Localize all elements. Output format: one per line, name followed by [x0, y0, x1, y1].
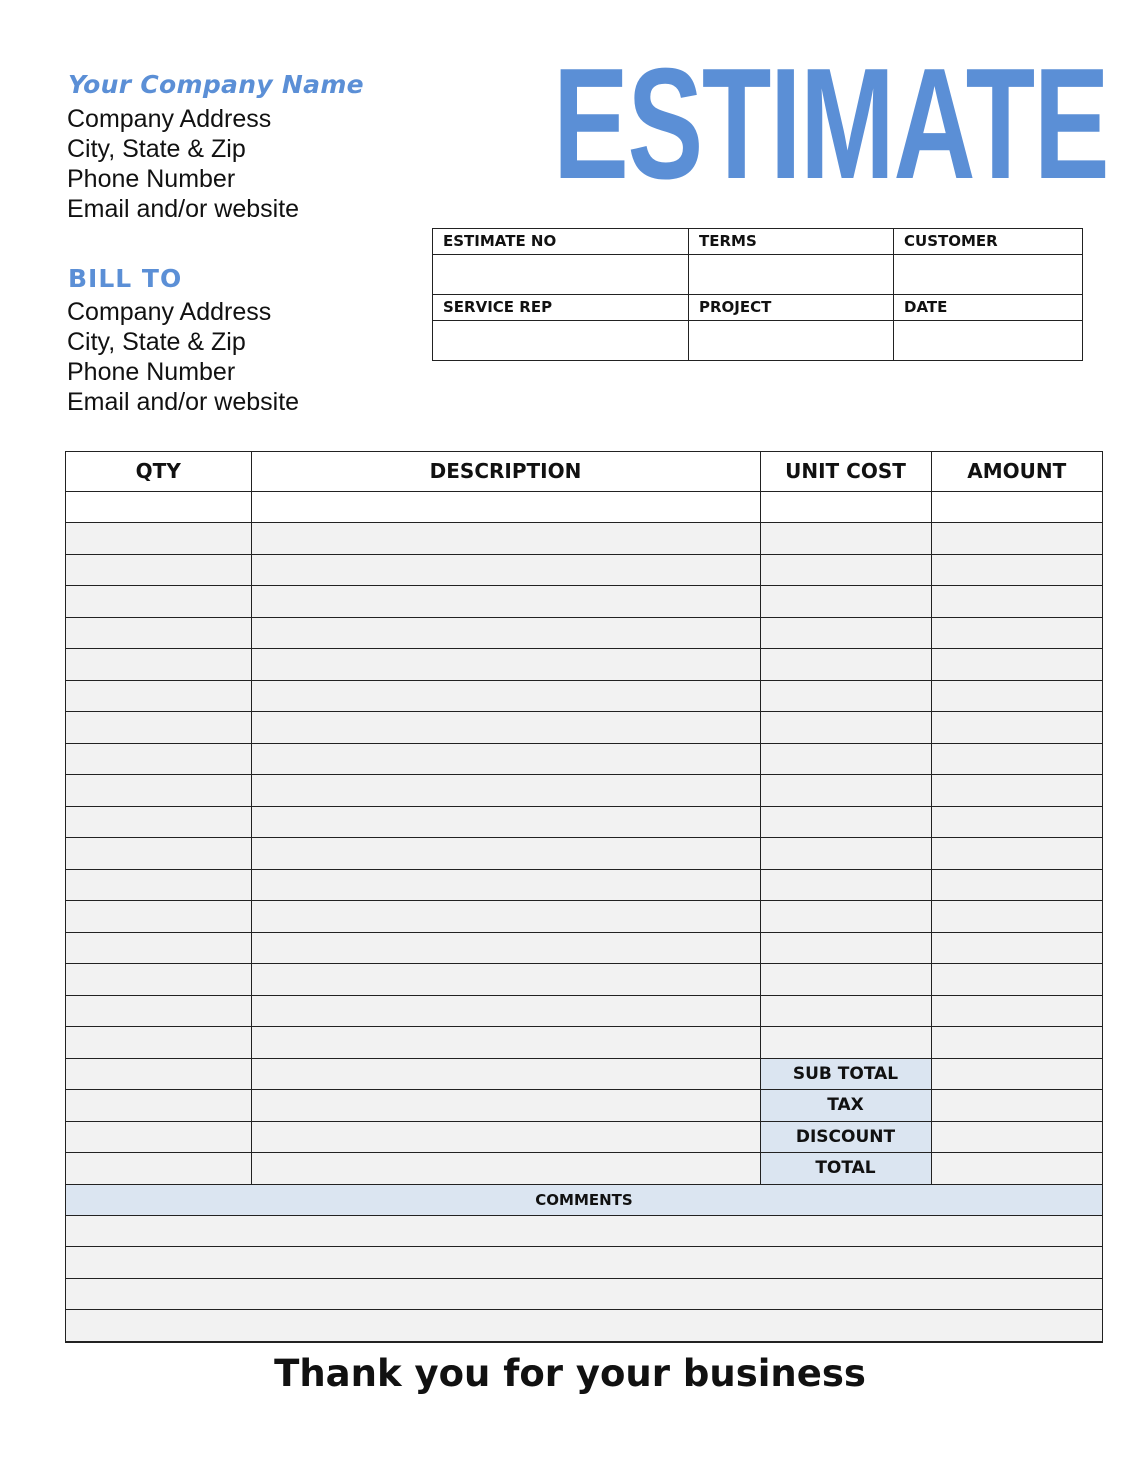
table-row [66, 901, 1102, 933]
description-cell[interactable] [251, 649, 760, 681]
discount-value[interactable] [931, 1121, 1102, 1153]
description-cell[interactable] [251, 1153, 760, 1185]
table-row [66, 775, 1102, 807]
service-rep-label: SERVICE REP [433, 295, 689, 321]
unit-cost-cell[interactable] [760, 869, 931, 901]
qty-cell[interactable] [66, 1058, 251, 1090]
description-cell[interactable] [251, 869, 760, 901]
discount-label: DISCOUNT [760, 1121, 931, 1153]
estimate-no-field[interactable] [433, 255, 689, 295]
company-city-state-zip: City, State & Zip [67, 135, 246, 163]
table-row [66, 523, 1102, 555]
terms-label: TERMS [689, 229, 894, 255]
amount-cell[interactable] [931, 995, 1102, 1027]
qty-cell[interactable] [66, 932, 251, 964]
unit-cost-cell[interactable] [760, 523, 931, 555]
description-cell[interactable] [251, 964, 760, 996]
amount-cell[interactable] [931, 1027, 1102, 1059]
qty-cell[interactable] [66, 491, 251, 523]
qty-cell[interactable] [66, 1121, 251, 1153]
qty-cell[interactable] [66, 617, 251, 649]
sub-total-label: SUB TOTAL [760, 1058, 931, 1090]
amount-cell[interactable] [931, 523, 1102, 555]
summary-row [66, 1121, 1102, 1153]
unit-cost-cell[interactable] [760, 491, 931, 523]
description-cell[interactable] [251, 1027, 760, 1059]
comments-heading: COMMENTS [66, 1184, 1102, 1215]
estimate-title: ESTIMATE [553, 36, 1109, 212]
amount-cell[interactable] [931, 554, 1102, 586]
company-address: Company Address [67, 105, 272, 133]
service-rep-field[interactable] [433, 321, 689, 360]
qty-cell[interactable] [66, 775, 251, 807]
description-cell[interactable] [251, 1058, 760, 1090]
qty-cell[interactable] [66, 995, 251, 1027]
unit-cost-header: UNIT COST [760, 452, 931, 491]
description-cell[interactable] [251, 491, 760, 523]
unit-cost-cell[interactable] [760, 838, 931, 870]
bill-to-address-block [67, 297, 299, 417]
description-cell[interactable] [251, 1121, 760, 1153]
customer-label: CUSTOMER [894, 229, 1082, 255]
description-cell[interactable] [251, 554, 760, 586]
amount-cell[interactable] [931, 775, 1102, 807]
terms-field[interactable] [689, 255, 894, 295]
qty-cell[interactable] [66, 649, 251, 681]
amount-cell[interactable] [931, 617, 1102, 649]
tax-label: TAX [760, 1090, 931, 1122]
description-cell[interactable] [251, 901, 760, 933]
unit-cost-cell[interactable] [760, 1027, 931, 1059]
comments-line [66, 1310, 1102, 1342]
unit-cost-cell[interactable] [760, 680, 931, 712]
unit-cost-cell[interactable] [760, 649, 931, 681]
unit-cost-cell[interactable] [760, 932, 931, 964]
amount-cell[interactable] [931, 712, 1102, 744]
qty-cell[interactable] [66, 743, 251, 775]
summary-row [66, 1058, 1102, 1090]
qty-cell[interactable] [66, 869, 251, 901]
estimate-info-grid [432, 228, 1083, 361]
qty-cell[interactable] [66, 523, 251, 555]
bill-to-address: Company Address [67, 298, 272, 326]
unit-cost-cell[interactable] [760, 554, 931, 586]
customer-field[interactable] [894, 255, 1082, 295]
total-value[interactable] [931, 1153, 1102, 1185]
table-row [66, 617, 1102, 649]
comments-field[interactable] [66, 1278, 1102, 1310]
amount-cell[interactable] [931, 932, 1102, 964]
description-cell[interactable] [251, 743, 760, 775]
table-row [66, 743, 1102, 775]
description-header: DESCRIPTION [251, 452, 760, 491]
sub-total-value[interactable] [931, 1058, 1102, 1090]
company-phone: Phone Number [67, 165, 236, 193]
thank-you-message: Thank you for your business [274, 1352, 866, 1395]
table-row [66, 964, 1102, 996]
line-items-table [65, 451, 1103, 1343]
table-row [66, 932, 1102, 964]
bill-to-email: Email and/or website [67, 388, 300, 416]
table-row [66, 806, 1102, 838]
amount-header: AMOUNT [931, 452, 1102, 491]
company-email: Email and/or website [67, 195, 300, 223]
unit-cost-cell[interactable] [760, 995, 931, 1027]
amount-cell[interactable] [931, 964, 1102, 996]
table-row [66, 1027, 1102, 1059]
project-label: PROJECT [689, 295, 894, 321]
description-cell[interactable] [251, 617, 760, 649]
comments-header-row [66, 1184, 1102, 1215]
unit-cost-cell[interactable] [760, 712, 931, 744]
description-cell[interactable] [251, 523, 760, 555]
qty-cell[interactable] [66, 964, 251, 996]
unit-cost-cell[interactable] [760, 901, 931, 933]
comments-line [66, 1215, 1102, 1247]
comments-field[interactable] [66, 1247, 1102, 1279]
description-cell[interactable] [251, 932, 760, 964]
unit-cost-cell[interactable] [760, 806, 931, 838]
bill-to-city-state-zip: City, State & Zip [67, 328, 246, 356]
amount-cell[interactable] [931, 743, 1102, 775]
unit-cost-cell[interactable] [760, 586, 931, 618]
qty-cell[interactable] [66, 554, 251, 586]
bill-to-heading: BILL TO [68, 264, 183, 293]
description-cell[interactable] [251, 680, 760, 712]
amount-cell[interactable] [931, 869, 1102, 901]
qty-cell[interactable] [66, 901, 251, 933]
description-cell[interactable] [251, 995, 760, 1027]
description-cell[interactable] [251, 712, 760, 744]
table-row [66, 869, 1102, 901]
unit-cost-cell[interactable] [760, 775, 931, 807]
qty-cell[interactable] [66, 680, 251, 712]
qty-cell[interactable] [66, 1153, 251, 1185]
qty-cell[interactable] [66, 586, 251, 618]
qty-cell[interactable] [66, 838, 251, 870]
project-field[interactable] [689, 321, 894, 360]
table-row [66, 649, 1102, 681]
unit-cost-cell[interactable] [760, 964, 931, 996]
comments-field[interactable] [66, 1310, 1102, 1342]
comments-field[interactable] [66, 1215, 1102, 1247]
qty-cell[interactable] [66, 806, 251, 838]
amount-cell[interactable] [931, 838, 1102, 870]
description-cell[interactable] [251, 1090, 760, 1122]
description-cell[interactable] [251, 586, 760, 618]
table-row [66, 680, 1102, 712]
unit-cost-cell[interactable] [760, 617, 931, 649]
description-cell[interactable] [251, 775, 760, 807]
table-row [66, 491, 1102, 523]
description-cell[interactable] [251, 838, 760, 870]
amount-cell[interactable] [931, 491, 1102, 523]
comments-line [66, 1278, 1102, 1310]
amount-cell[interactable] [931, 680, 1102, 712]
amount-cell[interactable] [931, 806, 1102, 838]
table-row [66, 995, 1102, 1027]
date-label: DATE [894, 295, 1082, 321]
estimate-no-label: ESTIMATE NO [433, 229, 689, 255]
bill-to-phone: Phone Number [67, 358, 236, 386]
table-row [66, 838, 1102, 870]
amount-cell[interactable] [931, 586, 1102, 618]
total-label: TOTAL [760, 1153, 931, 1185]
table-row [66, 712, 1102, 744]
company-address-block [67, 104, 299, 224]
date-field[interactable] [894, 321, 1082, 360]
qty-cell[interactable] [66, 1090, 251, 1122]
qty-cell[interactable] [66, 712, 251, 744]
summary-row [66, 1153, 1102, 1185]
table-row [66, 586, 1102, 618]
table-row [66, 554, 1102, 586]
amount-cell[interactable] [931, 649, 1102, 681]
amount-cell[interactable] [931, 901, 1102, 933]
table-header-row [66, 452, 1102, 491]
unit-cost-cell[interactable] [760, 743, 931, 775]
tax-value[interactable] [931, 1090, 1102, 1122]
qty-cell[interactable] [66, 1027, 251, 1059]
comments-line [66, 1247, 1102, 1279]
company-name: Your Company Name [68, 70, 364, 99]
summary-row [66, 1090, 1102, 1122]
description-cell[interactable] [251, 806, 760, 838]
qty-header: QTY [66, 452, 251, 491]
